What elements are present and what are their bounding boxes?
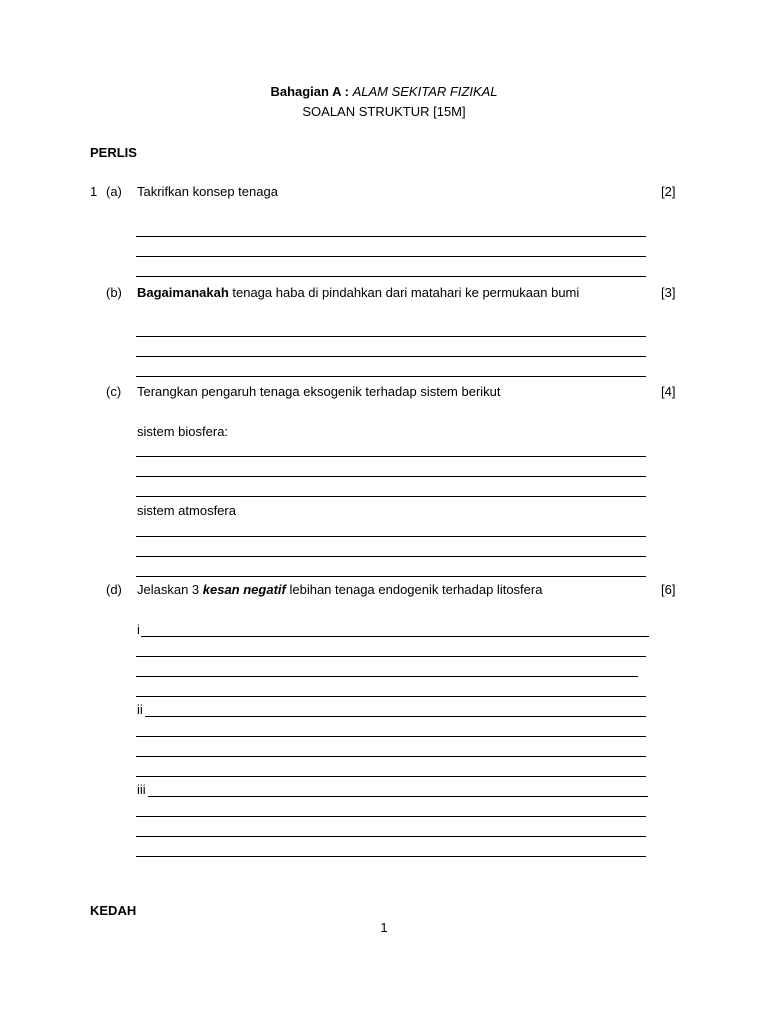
part-b-marks: [3] — [661, 285, 676, 300]
part-b-bold-word: Bagaimanakah — [137, 285, 229, 300]
answer-line — [136, 816, 646, 817]
part-a-marks: [2] — [661, 184, 676, 199]
part-c-text: Terangkan pengaruh tenaga eksogenik terhadap sistem berikut — [137, 384, 501, 399]
point-i-label: i — [137, 622, 140, 637]
section-heading — [0, 84, 768, 99]
part-d-lead: Jelaskan 3 — [137, 582, 203, 597]
part-c-marks: [4] — [661, 384, 676, 399]
answer-line — [136, 336, 646, 337]
part-d-emphasis: kesan negatif — [202, 582, 286, 597]
answer-line — [136, 276, 646, 277]
part-d-marks: [6] — [661, 582, 676, 597]
answer-line — [136, 576, 646, 577]
answer-line — [145, 716, 646, 717]
answer-line — [136, 476, 646, 477]
answer-line — [136, 496, 646, 497]
subpart-biosfera: sistem biosfera: — [137, 424, 229, 439]
part-c-label: (c) — [106, 384, 122, 399]
answer-line — [136, 736, 646, 737]
answer-line — [136, 376, 646, 377]
answer-line — [148, 796, 648, 797]
state-heading-kedah: KEDAH — [90, 903, 137, 918]
part-b-label: (b) — [106, 285, 122, 300]
page-number: 1 — [380, 920, 388, 935]
answer-line — [136, 256, 646, 257]
part-d-rest: lebihan tenaga endogenik terhadap litosfera — [285, 582, 543, 597]
point-iii-label: iii — [137, 782, 146, 797]
answer-line — [136, 836, 646, 837]
part-a-text: Takrifkan konsep tenaga — [137, 184, 278, 199]
part-d-label: (d) — [106, 582, 122, 597]
answer-line — [136, 756, 646, 757]
answer-line — [136, 456, 646, 457]
part-b-text — [137, 285, 579, 300]
point-ii-label: ii — [137, 702, 143, 717]
answer-line — [136, 556, 646, 557]
question-number: 1 — [90, 184, 98, 199]
state-heading-perlis: PERLIS — [90, 145, 137, 160]
answer-line — [136, 656, 646, 657]
subpart-atmosfera: sistem atmosfera — [137, 503, 236, 518]
answer-line — [136, 776, 646, 777]
section-label: Bahagian A : — [270, 84, 349, 99]
part-d-text — [137, 582, 542, 597]
part-b-rest: tenaga haba di pindahkan dari matahari ke permukaan bumi — [228, 285, 580, 300]
answer-line — [136, 236, 646, 237]
answer-line — [136, 856, 646, 857]
answer-line — [136, 356, 646, 357]
answer-line — [141, 636, 649, 637]
section-title: ALAM SEKITAR FIZIKAL — [352, 84, 498, 99]
answer-line — [136, 696, 646, 697]
answer-line — [136, 676, 638, 677]
answer-line — [136, 536, 646, 537]
section-subtitle: SOALAN STRUKTUR [15M] — [302, 104, 466, 119]
part-a-label: (a) — [106, 184, 122, 199]
